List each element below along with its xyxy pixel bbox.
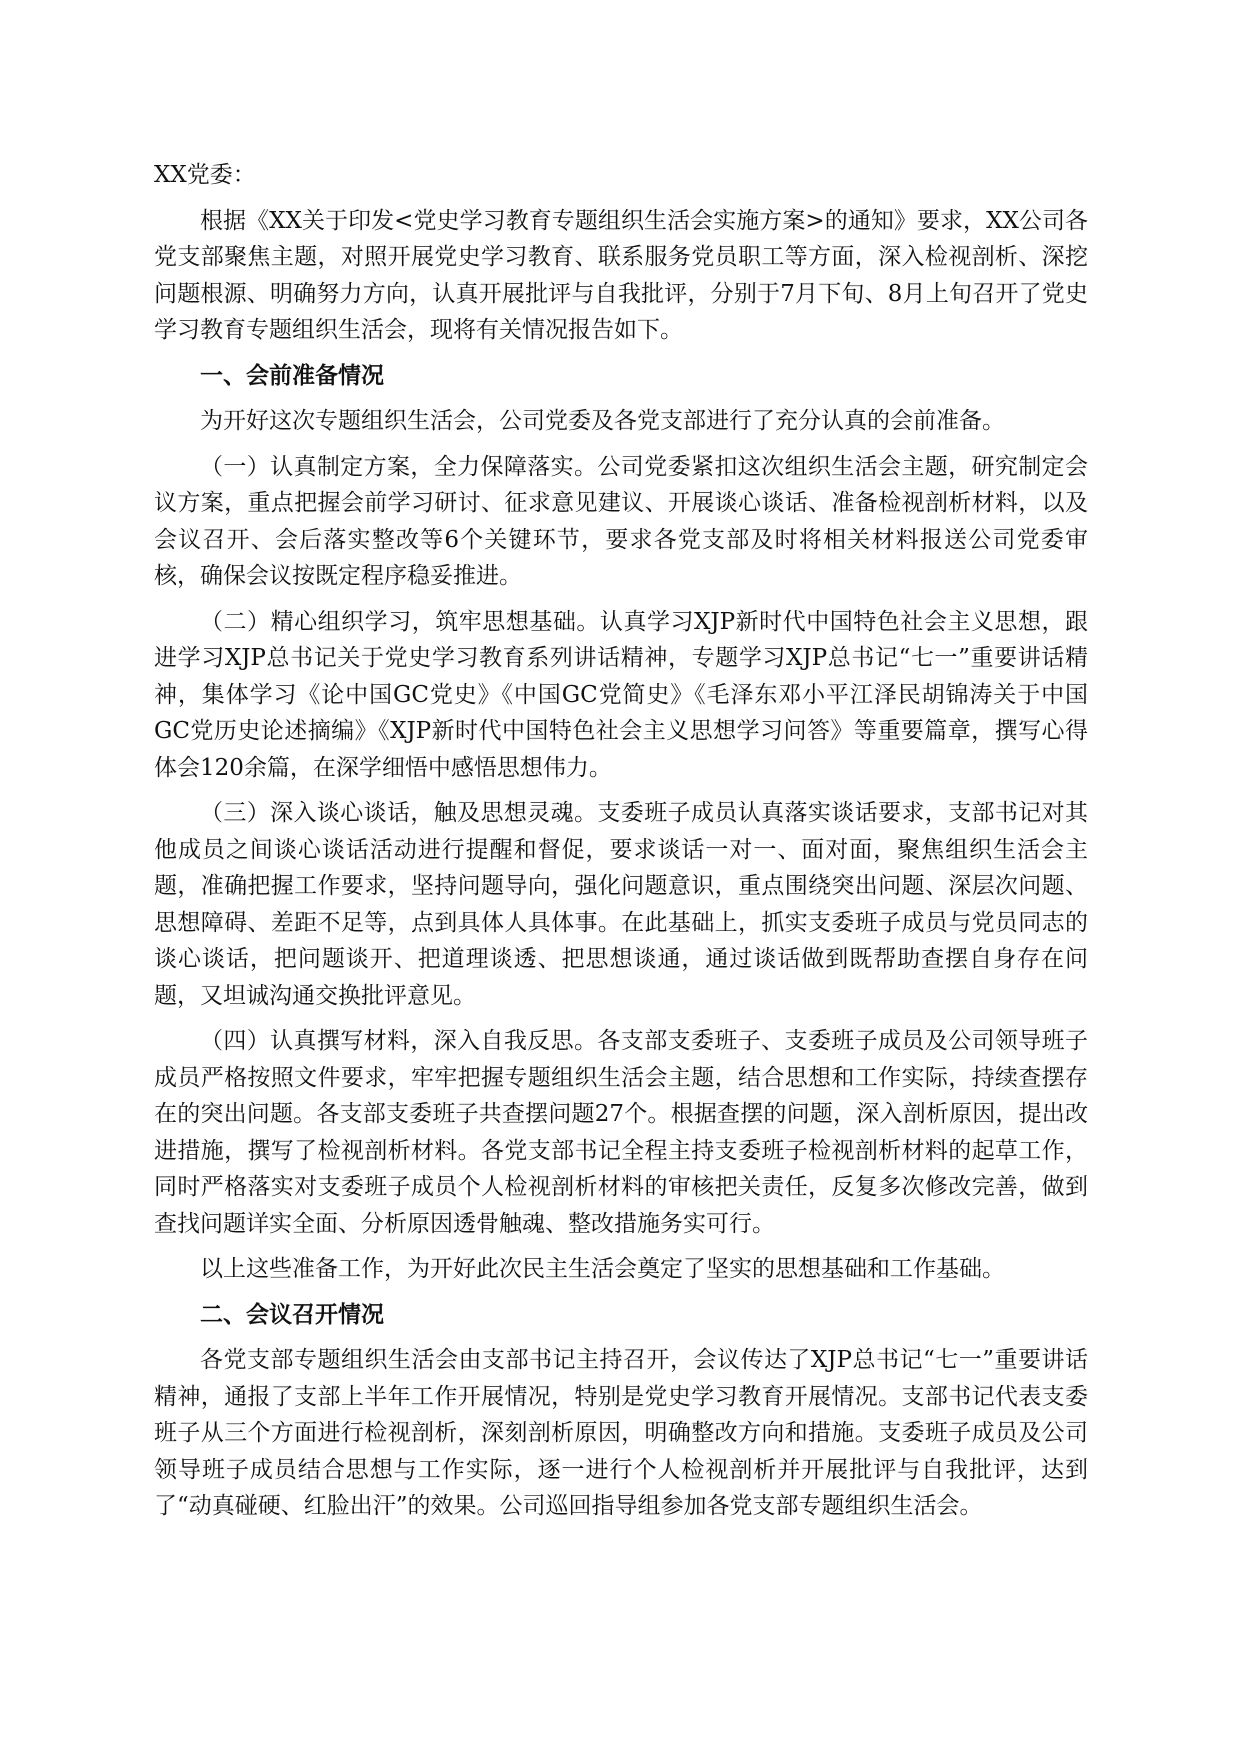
document-body xyxy=(154,157,1088,1534)
section-1-item-3: （三）深入谈心谈话，触及思想灵魂。支委班子成员认真落实谈话要求，支部书记对其他成员之间谈心谈话活动进行提醒和督促，要求谈话一对一、面对面，聚焦组织生活会主题，准确把握工作要求，坚持问题导向，强化问题意识，重点围绕突出问题、深层次问题、思想障碍、差距不足等，点到具体人具体事。在此基础上，抓实支委班子成员与党员同志的谈心谈话，把问题谈开、把道理谈透、把思想谈通，通过谈话做到既帮助查摆自身存在问题，又坦诚沟通交换批评意见。 xyxy=(154,800,1088,1009)
section-1-lead: 为开好这次专题组织生活会，公司党委及各党支部进行了充分认真的会前准备。 xyxy=(200,408,1005,434)
section-1-heading: 一、会前准备情况 xyxy=(200,361,384,389)
section-2-body: 各党支部专题组织生活会由支部书记主持召开，会议传达了XJP总书记“七一”重要讲话精神，通报了支部上半年工作开展情况，特别是党史学习教育开展情况。支部书记代表支委班子从三个方面进行检视剖析，深刻剖析原因，明确整改方向和措施。支委班子成员及公司领导班子成员结合思想与工作实际，逐一进行个人检视剖析并开展批评与自我批评，达到了“动真碰硬、红脸出汗”的效果。公司巡回指导组参加各党支部专题组织生活会。 xyxy=(154,1347,1088,1519)
section-1-item-2: （二）精心组织学习，筑牢思想基础。认真学习XJP新时代中国特色社会主义思想，跟进学习XJP总书记关于党史学习教育系列讲话精神，专题学习XJP总书记“七一”重要讲话精神，集体学习《论中国GC党史》《中国GC党简史》《毛泽东邓小平江泽民胡锦涛关于中国GC党历史论述摘编》《XJP新时代中国特色社会主义思想学习问答》等重要篇章，撰写心得体会120余篇，在深学细悟中感悟思想伟力。 xyxy=(154,608,1088,781)
section-1-item-4: （四）认真撰写材料，深入自我反思。各支部支委班子、支委班子成员及公司领导班子成员严格按照文件要求，牢牢把握专题组织生活会主题，结合思想和工作实际，持续查摆存在的突出问题。各支部支委班子共查摆问题27个。根据查摆的问题，深入剖析原因，提出改进措施，撰写了检视剖析材料。各党支部书记全程主持支委班子检视剖析材料的起草工作，同时严格落实对支委班子成员个人检视剖析材料的审核把关责任，反复多次修改完善，做到查找问题详实全面、分析原因透骨触魂、整改措施务实可行。 xyxy=(154,1028,1088,1237)
salutation: XX党委： xyxy=(154,162,256,188)
intro-paragraph: 根据《XX关于印发<党史学习教育专题组织生活会实施方案>的通知》要求，XX公司各党支部聚焦主题，对照开展党史学习教育、联系服务党员职工等方面，深入检视剖析、深挖问题根源、明确努力方向，认真开展批评与自我批评，分别于7月下旬、8月上旬召开了党史学习教育专题组织生活会，现将有关情况报告如下。 xyxy=(154,207,1088,343)
section-1-summary: 以上这些准备工作，为开好此次民主生活会奠定了坚实的思想基础和工作基础。 xyxy=(200,1256,1005,1282)
section-2-heading: 二、会议召开情况 xyxy=(200,1300,384,1328)
section-1-item-1: （一）认真制定方案，全力保障落实。公司党委紧扣这次组织生活会主题，研究制定会议方案，重点把握会前学习研讨、征求意见建议、开展谈心谈话、准备检视剖析材料，以及会议召开、会后落实整改等6个关键环节，要求各党支部及时将相关材料报送公司党委审核，确保会议按既定程序稳妥推进。 xyxy=(154,453,1088,589)
